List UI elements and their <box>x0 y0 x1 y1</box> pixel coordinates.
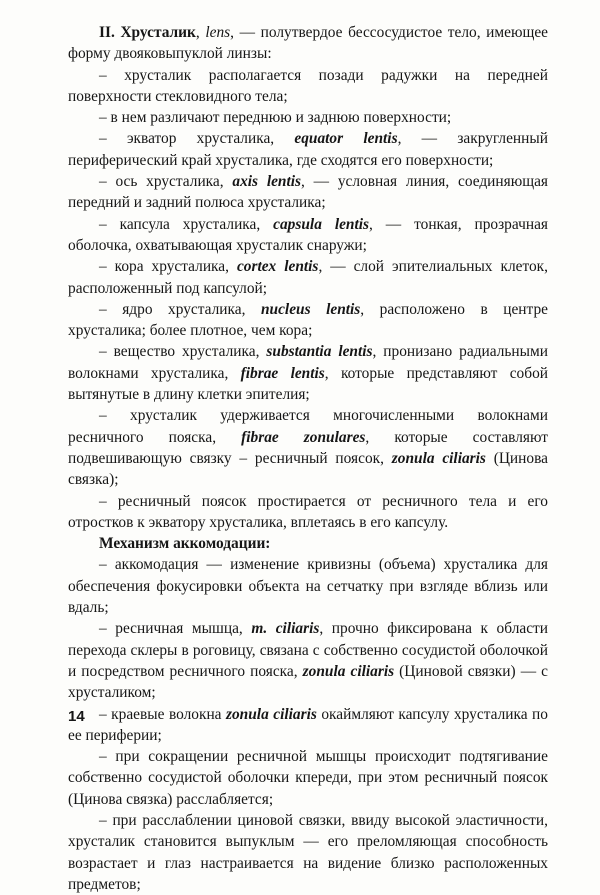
list-item: – в нем различают переднюю и заднюю поверхности; <box>99 109 452 127</box>
list-item: – краевые волокна zonula ciliaris окаймляют капсулу хрусталика по ее периферии; <box>68 705 548 744</box>
latin-term: axis lentis <box>232 173 302 191</box>
list-item: – ядро хрусталика, nucleus lentis, расположено в центре хрусталика; более плотное, чем кора; <box>68 300 548 340</box>
latin-term: substantia lentis <box>266 343 373 361</box>
list-item: – хрусталик удерживается многочисленными волокнами ресничного пояска, fibrae zonulares, которые составляют подвешивающую связку – ресничный поясок, zonula ciliaris (Цинова связка); <box>68 407 548 489</box>
latin-term: zonula ciliaris <box>302 662 395 680</box>
section-number: II. <box>99 24 115 41</box>
section-intro: II. Хрусталик, lens, — полутвердое бессосудистое тело, имеющее форму двояковыпуклой линзы: <box>68 24 548 63</box>
list-item: – экватор хрусталика, equator lentis, — закругленный периферический край хрусталика, где сходятся его поверхности; <box>68 130 548 169</box>
latin-term: zonula ciliaris <box>226 705 317 723</box>
latin-term: zonula ciliaris <box>391 449 486 467</box>
latin-term: fibrae zonulares <box>241 428 366 446</box>
list-item: – вещество хрусталика, substantia lentis, пронизано радиальными волокнами хрусталика, fibrae lentis, которые представляют собой вытянутые в длину клетки эпителия; <box>68 343 548 404</box>
latin-term: equator lentis <box>294 130 398 148</box>
latin-term: cortex lentis <box>236 258 319 276</box>
page-number: 14 <box>68 708 85 725</box>
list-item: – ось хрусталика, axis lentis, — условная линия, соединяющая передний и задний полюса хрусталика; <box>68 173 548 212</box>
list-item: – хрусталик располагается позади радужки на передней поверхности стекловидного тела; <box>68 66 548 105</box>
section-definition: , — полутвердое бессосудистое тело, имеющее форму двояковыпуклой линзы: <box>68 24 548 63</box>
list-item: – при расслаблении циновой связки, ввиду высокой эластичности, хрусталик становится выпуклым — его преломляющая способность возрастает и глаз настраивается на видение близко расположенных предметов; <box>68 811 548 893</box>
list-item: – кора хрусталика, cortex lentis, — слой эпителиальных клеток, расположенный под капсулой; <box>68 258 548 297</box>
latin-term: nucleus lentis <box>260 300 361 318</box>
latin-term: fibrae lentis <box>240 364 325 382</box>
latin-term: capsula lentis <box>273 215 370 233</box>
list-item: – аккомодация — изменение кривизны (объема) хрусталика для обеспечения фокусировки объекта на сетчатку при взгляде вблизь или вдаль; <box>68 556 548 617</box>
list-item: – ресничный поясок простирается от ресничного тела и его отростков к экватору хрусталика, вплетаясь в его капсулу. <box>68 492 548 531</box>
list-item: – при сокращении ресничной мышцы происходит подтягивание собственно сосудистой оболочки кпереди, при этом ресничный поясок (Цинова связка) расслабляется; <box>68 748 548 808</box>
latin-term: m. ciliaris <box>251 620 320 638</box>
section-term: Хрусталик <box>120 24 196 41</box>
list-item: – капсула хрусталика, capsula lentis, — тонкая, прозрачная оболочка, охватывающая хрусталик снаружи; <box>68 215 548 254</box>
list-item: – ресничная мышца, m. ciliaris, прочно фиксирована к области перехода склеры в роговицу, связана с собственно сосудистой оболочкой и посредством ресничного пояска, zonula ciliaris (Циновой связки) — с хрусталиком; <box>68 620 548 702</box>
page-body <box>68 22 548 895</box>
section-latin-term: lens <box>205 24 231 41</box>
mechanism-heading: Механизм аккомодации: <box>99 535 271 553</box>
